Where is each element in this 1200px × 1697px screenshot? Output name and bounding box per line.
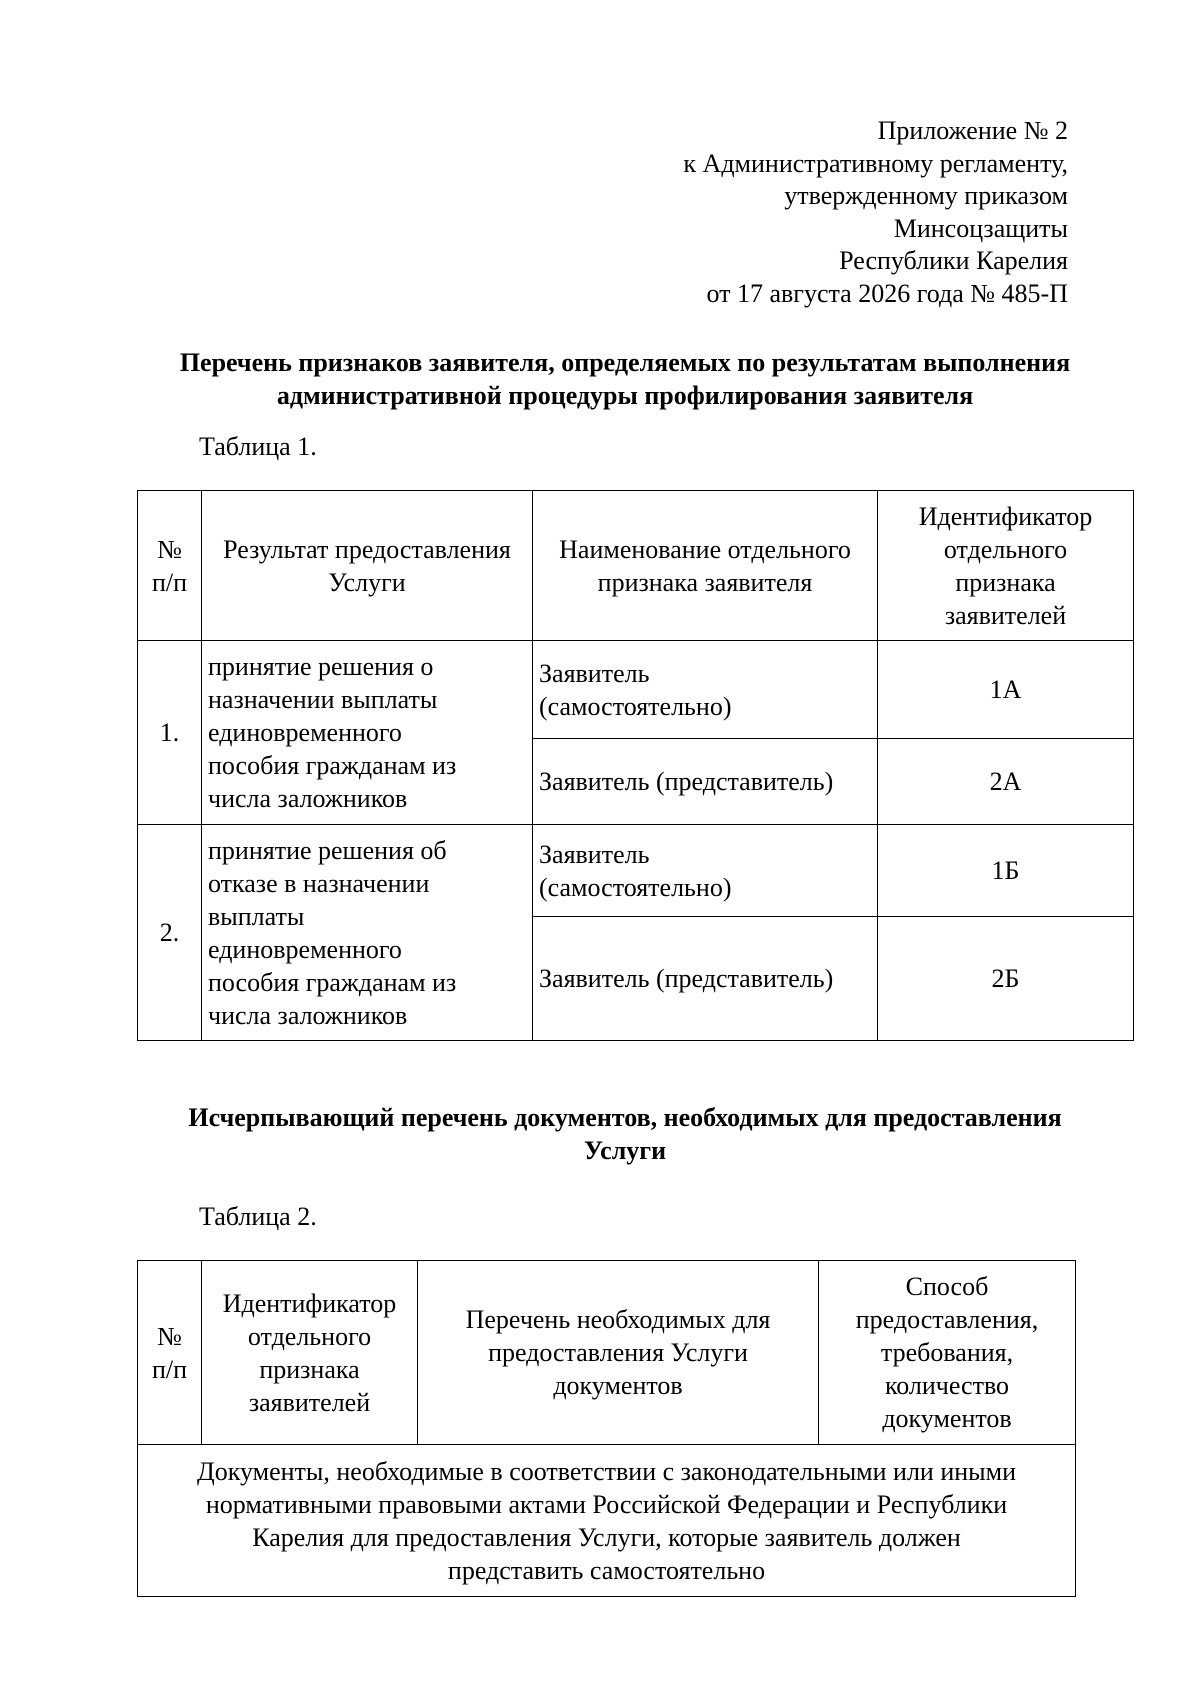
table2-caption: Таблица 2. [199, 1202, 317, 1231]
appendix-reference-line: утвержденному приказом [784, 181, 1068, 210]
table1-row-name: Заявитель (представитель) [533, 917, 878, 1041]
table1-row-id: 1А [878, 641, 1134, 739]
appendix-header [683, 115, 1068, 310]
table2-header-row [138, 1261, 1076, 1445]
appendix-reference-line: к Административному регламенту, [683, 148, 1068, 178]
table1-header-result: Результат предоставления Услуги [202, 491, 533, 641]
appendix-reference-line: Минсоцзащиты [893, 213, 1068, 243]
table1-row-name: Заявитель (самостоятельно) [533, 641, 878, 739]
table2-merged-row [138, 1445, 1076, 1597]
table1-header-row [138, 491, 1134, 641]
appendix-number: Приложение № 2 [877, 116, 1068, 145]
table1-caption: Таблица 1. [199, 432, 317, 461]
table2-header-docs: Перечень необходимых для предоставления Услуги документов [418, 1261, 819, 1445]
table1-row-num: 2. [138, 825, 202, 1041]
table-row [138, 825, 1134, 917]
table2 [137, 1260, 1076, 1597]
section2-title [130, 1101, 1120, 1167]
table2-header-id: Идентификатор отдельного признака заявителей [202, 1261, 418, 1445]
section2-title-line: Исчерпывающий перечень документов, необходимых для предоставления [188, 1103, 1062, 1132]
table1-header-id: Идентификатор отдельного признака заявителей [878, 491, 1134, 641]
table1-row-id: 1Б [878, 825, 1134, 917]
table2-merged-cell: Документы, необходимые в соответствии с законодательными или иными нормативными правовыми актами Российской Федерации и Республики Карелия для предоставления Услуги, которые заявитель должен представить самостоятельно [138, 1445, 1076, 1597]
table1-row-id: 2Б [878, 917, 1134, 1041]
table1-row-name: Заявитель (самостоятельно) [533, 825, 878, 917]
table1 [137, 490, 1134, 1041]
section1-title-line: Перечень признаков заявителя, определяемых по результатам выполнения [179, 348, 1071, 377]
appendix-order-date: от 17 августа 2026 года № 485-П [706, 278, 1068, 308]
appendix-reference-line: Республики Карелия [839, 246, 1068, 275]
table2-header-num: № п/п [138, 1261, 202, 1445]
table1-row-result: принятие решения об отказе в назначении выплаты единовременного пособия гражданам из числа заложников [202, 825, 533, 1041]
table-row [138, 641, 1134, 739]
section1-title [130, 346, 1120, 412]
table1-row-name: Заявитель (представитель) [533, 739, 878, 825]
section2-title-line: Услуги [583, 1136, 667, 1165]
table1-header-name: Наименование отдельного признака заявителя [533, 491, 878, 641]
section1-title-line: административной процедуры профилирования заявителя [276, 381, 974, 410]
table1-header-num: № п/п [138, 491, 202, 641]
table1-row-num: 1. [138, 641, 202, 825]
table1-row-id: 2А [878, 739, 1134, 825]
table2-header-method: Способ предоставления, требования, количество документов [819, 1261, 1076, 1445]
table1-row-result: принятие решения о назначении выплаты единовременного пособия гражданам из числа заложников [202, 641, 533, 825]
